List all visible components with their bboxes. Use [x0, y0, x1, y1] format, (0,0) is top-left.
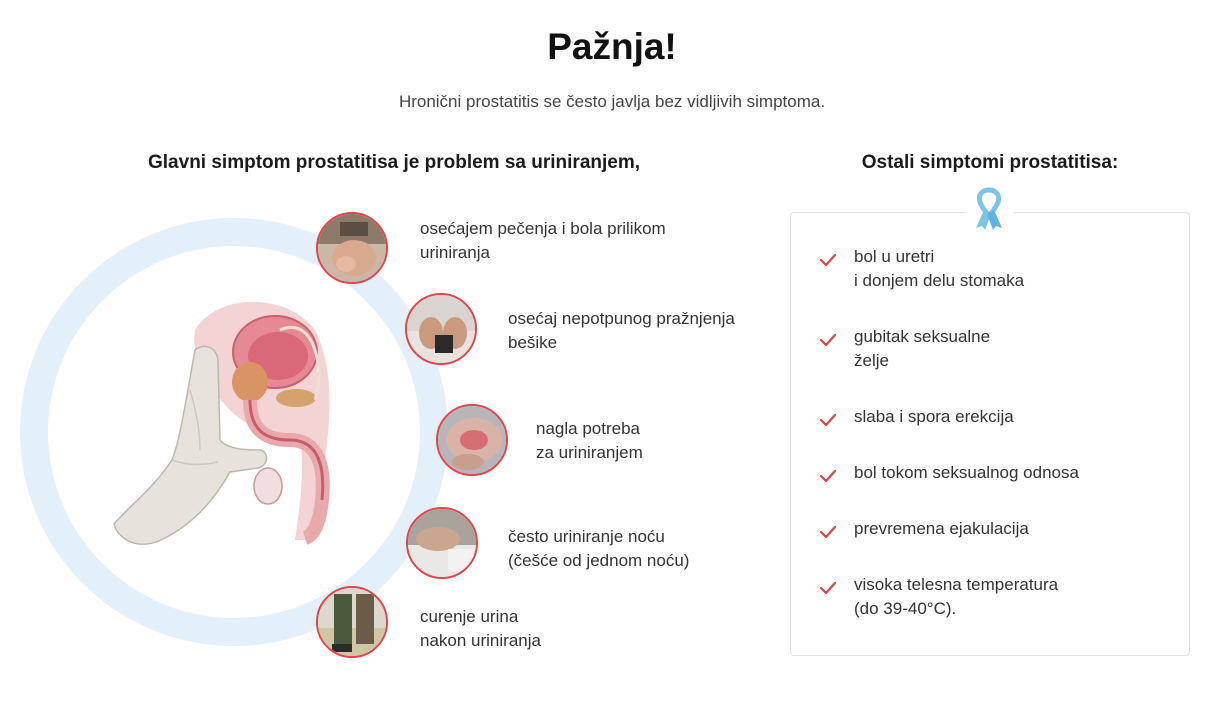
- symptom-text-urgency: nagla potreba za uriniranjem: [536, 419, 643, 462]
- symptom-photo-urgency: [436, 404, 508, 476]
- symptom-photo-burning: [316, 212, 388, 284]
- symptom-photo-incomplete-emptying: [405, 293, 477, 365]
- awareness-ribbon-icon: [964, 186, 1014, 232]
- check-icon: [818, 410, 838, 430]
- symptom-text-incomplete-emptying: osećaj nepotpunog pražnjenja bešike: [508, 309, 735, 352]
- page-subtitle: Hronični prostatitis se često javlja bez vidljivih simptoma.: [398, 92, 826, 111]
- page-title: Pažnja!: [547, 26, 677, 67]
- prostate-exam-illustration: [100, 290, 340, 550]
- symptom-text-burning: osećajem pečenja i bola prilikom uriniranja: [420, 219, 666, 262]
- check-icon: [818, 522, 838, 542]
- check-icon: [818, 466, 838, 486]
- check-icon: [818, 330, 838, 350]
- check-icon: [818, 250, 838, 270]
- check-icon: [818, 578, 838, 598]
- other-symptoms-heading: Ostali simptomi prostatitisa:: [861, 152, 1119, 173]
- symptom-text-night-urination: često uriniranje noću (češće od jednom noću): [508, 527, 690, 570]
- main-symptom-heading: Glavni simptom prostatitisa je problem sa uriniranjem,: [148, 152, 641, 173]
- symptom-text-leakage: curenje urina nakon uriniranja: [420, 607, 541, 650]
- symptom-photo-leakage: [316, 586, 388, 658]
- symptom-photo-night-urination: [406, 507, 478, 579]
